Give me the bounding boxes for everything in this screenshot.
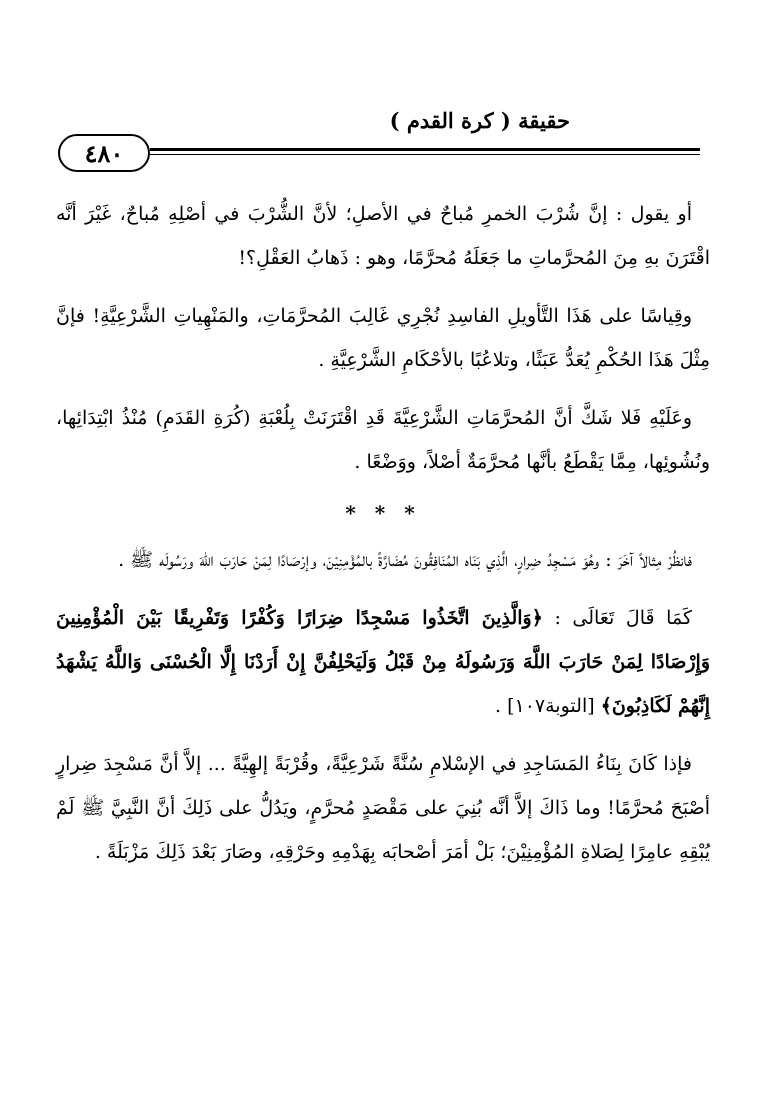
paragraph-2: وقِياسًا على هَذَا التَّأويلِ الفاسِدِ نُجْرِي غَالِبَ المُحرَّمَاتِ، والمَنْهِياتِ الشَّرْعِيَّةِ! فإنَّ مِثْلَ هَذَا الحُكْمِ يُعَدُّ عَبَثًا، وتلاعُبًا بالأحْكَامِ الشَّرْعِيَّةِ .: [56, 305, 710, 371]
page-header: [60, 108, 700, 168]
paragraph-4: فانظُرْ مِثالاً آخَرَ : وهُوَ مَسْجِدُ ضِرارٍ، الَّذِي بَنَاه المُنَافِقُونَ مُضَارَّةً بالمُؤْمِنِيْنَ، وإرْصَادًا لِمَنْ حَارَبَ اللهَ ورَسُولَه ﷺ .: [118, 549, 692, 571]
verse-reference: [التوبة١٠٧] .: [495, 695, 595, 717]
section-separator: * * *: [345, 501, 421, 525]
header-rule-thin: [150, 154, 700, 155]
verse-paragraph: [56, 596, 710, 728]
header-rule-thick: [150, 148, 700, 151]
paragraph-1: أو يقول : إنَّ شُرْبَ الخمرِ مُباحٌ في الأصلِ؛ لأنَّ الشُّرْبَ في أصْلِهِ مُباحٌ، غَيْرَ أنَّه اقْتَرَنَ بهِ مِنَ المُحرَّماتِ ما جَعَلَهُ مُحرَّمًا، وهو : ذَهابُ العَقْلِ؟!: [56, 203, 710, 269]
page-number: ٤٨٠: [58, 134, 150, 172]
paragraph-3: وعَلَيْهِ فَلا شَكَّ أنَّ المُحرَّمَاتِ الشَّرْعِيَّةَ قَدِ اقْتَرَنَتْ بِلُعْبَةِ (كُرَةِ القَدَمِ) مُنْذُ ابْتِدَائِها، ونُشُوئِها، مِمَّا يَقْطَعُ بأنَّها مُحرَّمَةٌ أصْلاً، ووَضْعًا .: [56, 407, 710, 473]
body-text: [56, 192, 710, 888]
running-title: حقيقة ( كرة القدم ): [389, 108, 570, 133]
verse-intro: كَمَا قَالَ تَعَالَى :: [554, 607, 692, 629]
quran-verse: ﴿وَالَّذِينَ اتَّخَذُوا مَسْجِدًا ضِرَارًا وَكُفْرًا وَتَفْرِيقًا بَيْنَ الْمُؤْمِنِينَ وَإِرْصَادًا لِمَنْ حَارَبَ اللَّهَ وَرَسُولَهُ مِنْ قَبْلُ وَلَيَحْلِفُنَّ إِنْ أَرَدْنَا إِلَّا الْحُسْنَى وَاللَّهُ يَشْهَدُ إِنَّهُمْ لَكَاذِبُونَ﴾: [56, 607, 710, 717]
paragraph-5: فإذا كَانَ بِنَاءُ المَسَاجِدِ في الإسْلامِ سُنَّةً شَرْعِيَّةً، وقُرْبَةً إلهِيَّةً ... إلاَّ أنَّ مَسْجِدَ ضِرارٍ أصْبَحَ مُحرَّمًا! وما ذَاكَ إلاَّ أنَّه بُنِيَ على مَقْصَدٍ مُحرَّمٍ، ويَدُلُّ على ذَلِكَ أنَّ النَّبِيَّ ﷺ لَمْ يُبْقِهِ عامِرًا لِصَلاةِ المُؤْمِنِيْنَ؛ بَلْ أمَرَ أصْحابَه بِهَدْمِهِ وحَرْقِهِ، وصَارَ بَعْدَ ذَلِكَ مَزْبَلَةً .: [56, 753, 710, 863]
